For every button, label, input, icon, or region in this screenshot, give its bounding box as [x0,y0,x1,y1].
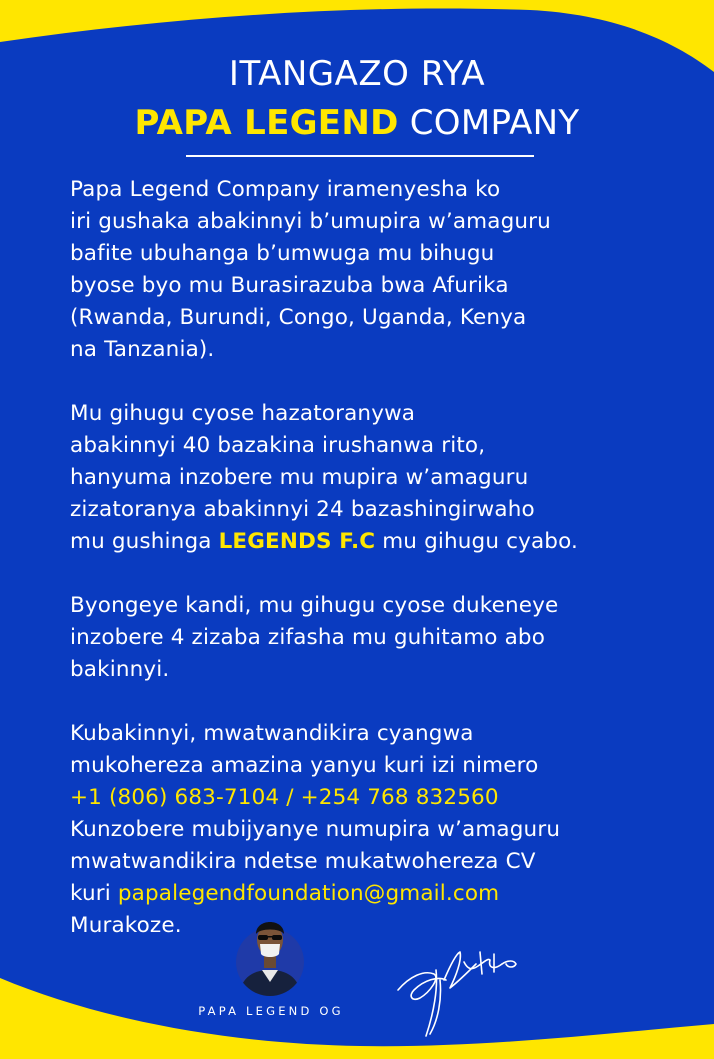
text-line: Mu gihugu cyose hazatoranywa [70,401,416,426]
text-line: inzobere 4 zizaba zifasha mu guhitamo abo [70,625,546,650]
company-name-highlight: PAPA LEGEND [134,103,399,143]
paragraph-selection [70,398,700,558]
text-after-team: mu gihugu cyabo. [375,529,578,554]
paragraph-intro [70,174,700,366]
text-line-team [70,526,700,558]
phone-numbers[interactable]: +1 (806) 683-7104 / +254 768 832560 [70,785,499,810]
text-line: byose byo mu Burasirazuba bwa Afurika [70,273,509,298]
email-line [70,878,700,910]
text-line: Kunzobere mubijyanye numupira w’amaguru [70,817,561,842]
email-prefix: kuri [70,881,118,906]
text-line: abakinnyi 40 bazakina irushanwa rito, [70,433,486,458]
text-line: mukohereza amazina yanyu kuri izi nimero [70,753,539,778]
text-line: hanyuma inzobere mu mupira w’amaguru [70,465,529,490]
text-line: bakinnyi. [70,657,170,682]
text-line: Byongeye kandi, mu gihugu cyose dukeneye [70,593,559,618]
avatar [234,908,306,998]
text-line: bafite ubuhanga b’umwuga mu bihugu [70,241,495,266]
paragraph-experts [70,590,700,686]
company-title [0,100,714,146]
email-link[interactable]: papalegendfoundation@gmail.com [117,881,500,906]
text-line: iri gushaka abakinnyi b’umupira w’amaguru [70,209,551,234]
team-name-highlight: LEGENDS F.C [218,529,376,554]
paragraph-contact [70,718,700,942]
text-line: zizatoranya abakinnyi 24 bazashingirwaho [70,497,535,522]
announcement-title: ITANGAZO RYA [228,54,486,94]
avatar-caption: PAPA LEGEND OG [198,1004,344,1018]
text-line: na Tanzania). [70,337,215,362]
text-before-team: mu gushinga [70,529,219,554]
company-word: COMPANY [409,103,580,143]
closing-text: Murakoze. [70,913,182,938]
text-line: (Rwanda, Burundi, Congo, Uganda, Kenya [70,305,527,330]
text-line: Papa Legend Company iramenyesha ko [70,177,501,202]
title-divider [186,155,534,157]
signature-image [390,940,530,1040]
announcement-body [70,174,700,974]
text-line: mwatwandikira ndetse mukatwohereza CV [70,849,536,874]
text-line: Kubakinnyi, mwatwandikira cyangwa [70,721,474,746]
